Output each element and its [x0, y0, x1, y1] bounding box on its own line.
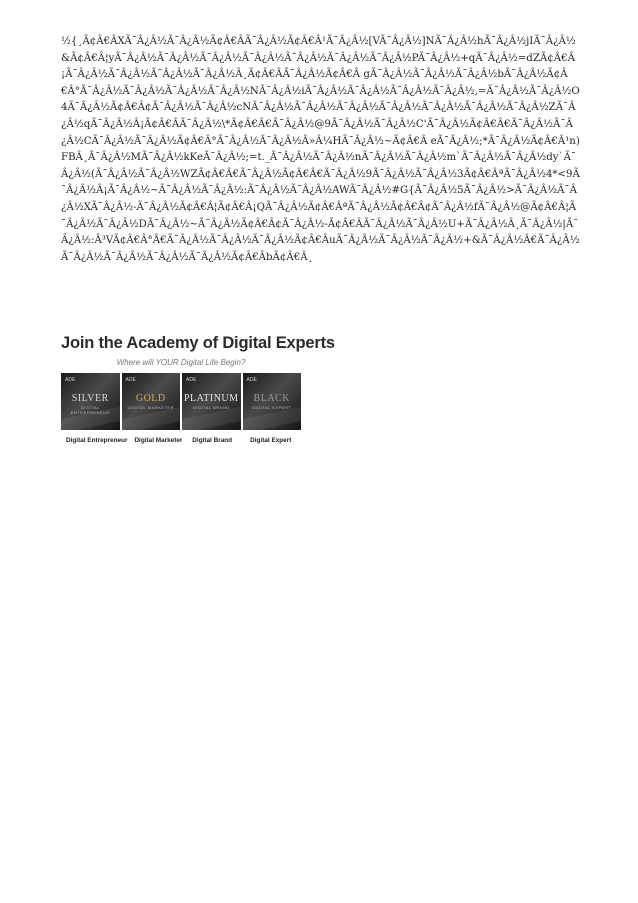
card-brand: GOLD	[135, 393, 166, 404]
garbled-text-block: ½{¸Ã¢Â€ÂXÃ¯Â¿Â½Ã¯Â¿Â½Ã¢Â€ÂÃ¯Â¿Â½Ã¢Â€Â¹Ã¯Â¿Â½[VÃ¯Â¿Â½]NÃ¯Â¿Â½hÃ¯Â¿Â½jIÃ¯Â¿Â½&Ã¢Â€Â¦yÃ¯Â¿Â½Ã¯Â¿Â½Ã¯Â¿Â½Ã¯Â¿Â½Ã¯Â¿Â½Ã¯Â¿Â½Ã¯Â¿Â½PÃ¯Â¿Â½+qÃ¯Â¿Â½=dZÃ¢Â€Â¡Ã¯Â¿Â½Ã¯Â¿Â½Ã¯Â¿Â½Ã¯Â¿Â½Â¸Ã¢Â€ÂÃ¯Â¿Â½Ã¢Â€Â gÃ¯Â¿Â½Ã¯Â¿Â½Ã¯Â¿Â½bÃ¯Â¿Â½Ã¢Â€Â°Ã¯Â¿Â½Ã¯Â¿Â½Ã¯Â¿Â½Ã¯Â¿Â½NÃ¯Â¿Â½iÃ¯Â¿Â½Ã¯Â¿Â½Ã¯Â¿Â½Ã¯Â¿Â½,=Ã¯Â¿Â½Ã¯Â¿Â½O4Ã¯Â¿Â½Ã¢Â€Â¢Ã¯Â¿Â½Ã¯Â¿Â½cNÃ¯Â¿Â½Ã¯Â¿Â½Ã¯Â¿Â½Ã¯Â¿Â½Ã¯Â¿Â½Ã¯Â¿Â½Ã¯Â¿Â½ZÃ¯Â¿Â½qÃ¯Â¿Â½Â¡Ã¢Â€ÂÃ¯Â¿Â½\*Ã¢Â€Â€Ã¯Â¿Â½@9Ã¯Â¿Â½Ã¯Â¿Â½C'Ã¯Â¿Â½Ã¢Â€Â€Ã¯Â¿Â½Ã¯Â¿Â½CÃ¯Â¿Â½Ã¯Â¿Â½Ã¢Â€Â°Ã¯Â¿Â½Ã¯Â¿Â½Â»Â¼HÃ¯Â¿Â½~Ã¢Â€Â eÃ¯Â¿Â½;*Ã¯Â¿Â½Ã¢Â€Â¹n)FBÂ¸Ã¯Â¿Â½MÃ¯Â¿Â½kKeÃ¯Â¿Â½;=t._Ã¯Â¿Â½Ã¯Â¿Â½nÃ¯Â¿Â½Ã¯Â¿Â½m`Ã¯Â¿Â½Ã¯Â¿Â½dy`Ã¯Â¿Â½(Ã¯Â¿Â½Ã¯Â¿Â½WZÃ¢Â€Â€Ã¯Â¿Â½Ã¢Â€Â€Ã¯Â¿Â½9Ã¯Â¿Â½Ã¯Â¿Â½3Ã¢Â€ÂªÃ¯Â¿Â½4*<9Ã¯Â¿Â½Â¡Ã¯Â¿Â½~Ã¯Â¿Â½Ã¯Â¿Â½:Ã¯Â¿Â½Ã¯Â¿Â½AWÃ¯Â¿Â½#G{Ã¯Â¿Â½5Ã¯Â¿Â½>Ã¯Â¿Â½Ã¯Â¿Â½XÃ¯Â¿Â½-Ã¯Â¿Â½Ã¢Â€Â¦Ã¢Â€Â¡QÃ¯Â¿Â½Ã¢Â€ÂªÃ¯Â¿Â½Ã¢Â€Â¢Ã¯Â¿Â½fÃ¯Â¿Â½@Ã¢Â€Â¦Ã¯Â¿Â½Ã¯Â¿Â½DÃ¯Â¿Â½~Ã¯Â¿Â½Ã¢Â€Â¢Ã¯Â¿Â½-Ã¢Â€ÂÃ¯Â¿Â½Ã¯Â¿Â½U+Ã¯Â¿Â½Â¸Ã¯Â¿Â½|Ã¯Â¿Â½:Â³VÃ¢Â€Â°Â€Ã¯Â¿Â½Ã¯Â¿Â½Ã¯Â¿Â½Ã¢Â€ÂuÃ¯Â¿Â½Ã¯Â¿Â½Ã¯Â¿Â½+&Ã¯Â¿Â½Â€Ã¯Â¿Â½Ã¯Â¿Â½Ã¯Â¿Â½Ã¯Â¿Â½Ã¯Â¿Â½Ã¢Â€ÂbÃ¢Â€Â¸	[61, 36, 580, 263]
academy-banner-image	[61, 330, 335, 452]
membership-card-black	[243, 373, 302, 430]
card-logo: ADE	[125, 377, 136, 383]
banner-title: Join the Academy of Digital Experts	[61, 334, 335, 352]
label-digital-entrepreneur: Digital Entrepreneur	[66, 437, 128, 444]
label-digital-expert: Digital Expert	[250, 437, 292, 444]
card-logo: ADE	[246, 377, 257, 383]
membership-card-silver	[61, 373, 120, 430]
membership-cards	[61, 373, 301, 430]
card-logo: ADE	[186, 377, 197, 383]
label-digital-brand: Digital Brand	[192, 437, 233, 444]
membership-labels	[61, 434, 301, 448]
card-brand-sub: DIGITAL BRAND	[192, 405, 230, 410]
card-brand: SILVER	[71, 393, 109, 404]
card-brand-sub: DIGITAL ENTREPRENEUR	[70, 405, 110, 415]
membership-card-platinum	[182, 373, 241, 430]
card-logo: ADE	[65, 377, 76, 383]
label-digital-marketer: Digital Marketer	[134, 437, 183, 444]
membership-card-gold	[122, 373, 181, 430]
card-brand: BLACK	[253, 393, 290, 404]
banner-subtitle: Where will YOUR Digital Life Begin?	[116, 358, 246, 367]
card-brand: PLATINUM	[183, 393, 239, 404]
card-brand-sub: DIGITAL EXPERT	[252, 405, 292, 410]
card-brand-sub: DIGITAL MARKETER	[127, 405, 174, 410]
